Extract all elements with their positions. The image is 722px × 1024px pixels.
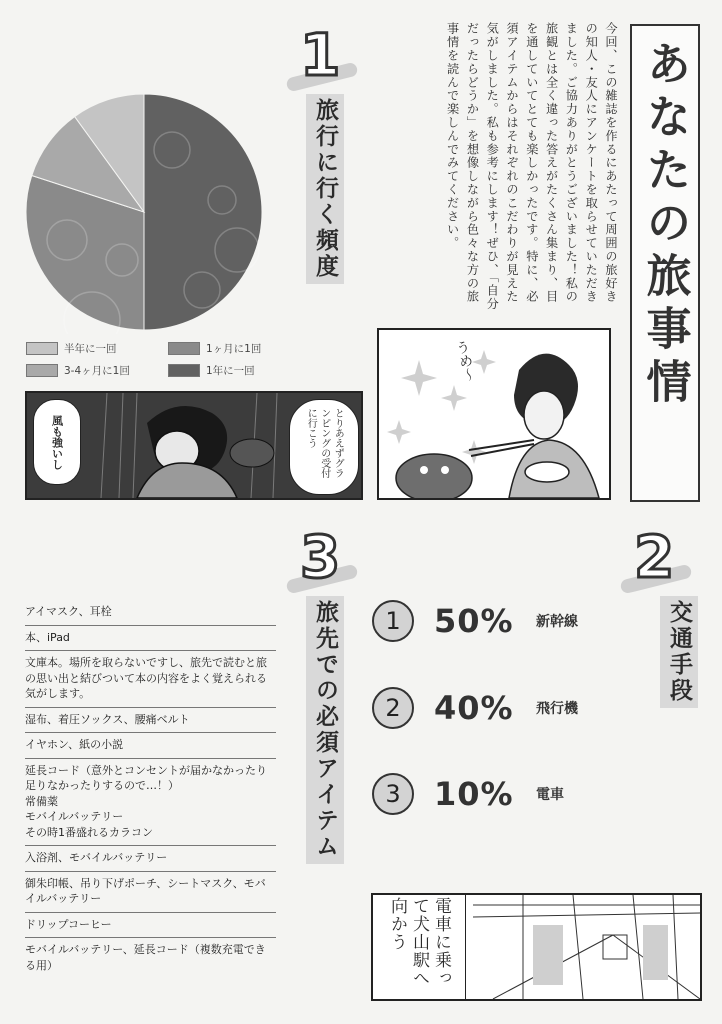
list-item: 御朱印帳、吊り下げポーチ、シートマスク、モバイルバッテリー [25, 872, 276, 913]
list-item: 本、iPad [25, 626, 276, 652]
legend-item [168, 363, 255, 378]
manga-panel-eating [377, 328, 611, 500]
eating-illustration [379, 330, 609, 498]
train-caption: 電車に乗って犬山駅へ向かう [387, 897, 451, 987]
legend-label: 1年に一回 [206, 365, 255, 377]
section-1-number: 1 [300, 21, 341, 89]
manga-panel-wind [25, 391, 363, 500]
caption-box [373, 895, 466, 999]
section-3-number: 3 [300, 523, 341, 591]
transport-row [372, 687, 578, 729]
rank-badge: 2 [372, 687, 414, 729]
transport-mode: 電車 [536, 787, 564, 803]
legend-item [26, 341, 117, 356]
intro-text: 今回、この雑誌を作るにあたって周囲の旅好きの知人・友人にアンケートを取らせていただきました。ご協力ありがとうございました！私の旅観とは全く違った答えがたくさん集まり、目を通していてとても楽しかったです。特に、必須アイテムからはそれぞれのこだわりが見えた気がしました。私も参考にします！ぜひ、「自分だったらどうか」を想像しながら色々な方の旅事情を読んで楽しんでみてください。 [445, 22, 618, 311]
pie-slice [144, 94, 262, 330]
transport-percent: 10% [434, 775, 514, 813]
page-title: あなたの旅事情 [638, 40, 692, 411]
legend-swatch [26, 364, 58, 377]
list-item: 延長コード（意外とコンセントが届かなかったり足りなかったりするので…！） 常備薬 モバイルバッテリー その時1番盛れるカラコン [25, 759, 276, 847]
section-1-heading: 旅行に行く頻度 [306, 94, 344, 284]
transport-mode: 飛行機 [536, 701, 578, 717]
items-list [25, 600, 276, 978]
rank-badge: 3 [372, 773, 414, 815]
legend-label: 半年に一回 [64, 343, 117, 355]
section-2-number: 2 [634, 523, 675, 591]
list-item: イヤホン、紙の小説 [25, 733, 276, 759]
transport-percent: 40% [434, 689, 514, 727]
bubble-left-text: 風も強いし [50, 414, 64, 470]
list-item: アイマスク、耳栓 [25, 600, 276, 626]
legend-swatch [26, 342, 58, 355]
title-box [630, 24, 700, 502]
section-2-heading: 交通手段 [660, 596, 698, 708]
sfx-text: うめ～ [452, 338, 478, 384]
transport-mode: 新幹線 [536, 614, 578, 630]
list-item: ドリップコーヒー [25, 913, 276, 939]
list-item: 湿布、着圧ソックス、腰痛ベルト [25, 708, 276, 734]
speech-bubble-right [289, 399, 359, 495]
speech-bubble-left [33, 399, 81, 485]
rank-badge: 1 [372, 600, 414, 642]
frequency-pie-chart [22, 90, 266, 334]
legend-swatch [168, 364, 200, 377]
list-item: 文庫本。場所を取らないですし、旅先で読むと旅の思い出と結びついて本の内容をよく覚えられる気がします。 [25, 651, 276, 708]
section-3-heading: 旅先での必須アイテム [306, 596, 344, 864]
bubble-right-text: とりあえずグランピングの受付に行こう [305, 408, 344, 478]
transport-row [372, 600, 578, 642]
legend-item [168, 341, 261, 356]
legend-item [26, 363, 130, 378]
list-item: モバイルバッテリー、延長コード（複数充電できる用） [25, 943, 266, 972]
legend-label: 1ヶ月に1回 [206, 343, 262, 355]
legend-label: 3-4ヶ月に1回 [64, 365, 130, 377]
manga-panel-train [371, 893, 702, 1001]
transport-percent: 50% [434, 602, 514, 640]
list-item: 入浴剤、モバイルバッテリー [25, 846, 276, 872]
legend-swatch [168, 342, 200, 355]
transport-row [372, 773, 564, 815]
